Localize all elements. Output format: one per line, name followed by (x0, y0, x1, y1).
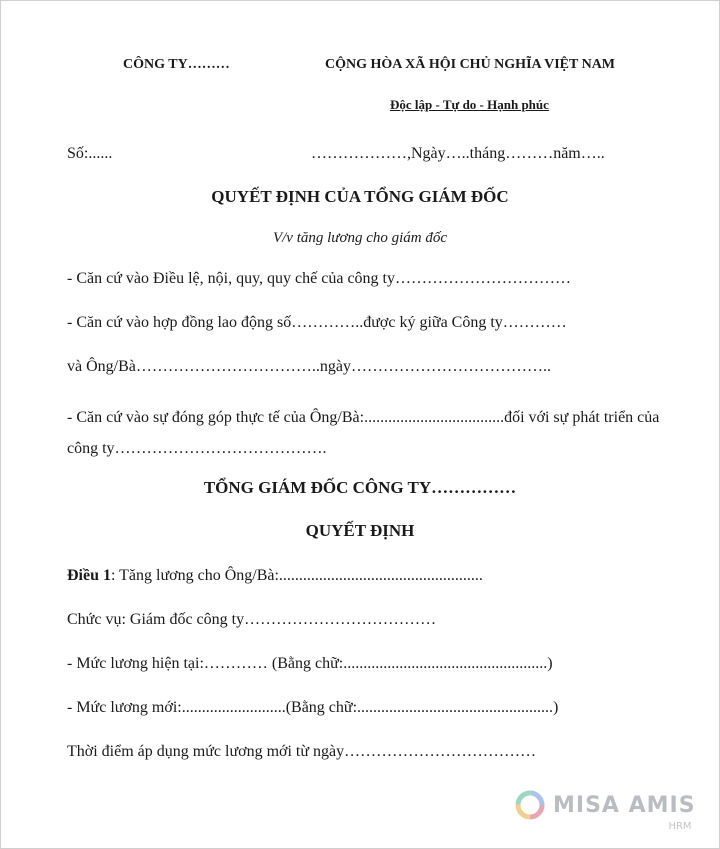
article-1 (67, 567, 483, 585)
basis-line-2-continued: và Ông/Bà……………………………..ngày……………………………….. (67, 358, 551, 375)
basis-line-2: - Căn cứ vào hợp đồng lao động số…………..được ký giữa Công ty………… (67, 314, 567, 331)
national-motto: Độc lập - Tự do - Hạnh phúc (390, 97, 549, 112)
logo-sub: HRM (668, 820, 692, 832)
document-number: Số:...... (67, 145, 113, 162)
misa-ring-icon (513, 788, 547, 822)
position-line: Chức vụ: Giám đốc công ty……………………………… (67, 611, 437, 628)
article-1-label: Điều 1 (67, 567, 111, 584)
basis-line-1: - Căn cứ vào Điều lệ, nội, quy, quy chế của công ty…………………………… (67, 270, 571, 287)
decision-title: QUYẾT ĐỊNH CỦA TỔNG GIÁM ĐỐC (211, 187, 509, 206)
current-salary-line: - Mức lương hiện tại:………… (Bằng chữ:...................................................) (67, 655, 553, 672)
decision-heading: QUYẾT ĐỊNH (305, 521, 415, 540)
article-1-text: : Tăng lương cho Ông/Bà:................................................... (111, 567, 483, 584)
misa-amis-logo (513, 788, 696, 832)
logo-name: MISA AMIS (553, 792, 696, 818)
general-director-heading: TỔNG GIÁM ĐỐC CÔNG TY…………… (203, 478, 517, 497)
document-date: ………………,Ngày…..tháng………năm….. (311, 145, 605, 162)
new-salary-line: - Mức lương mới:..........................(Bằng chữ:.................................................) (67, 699, 559, 716)
nation-header: CỘNG HÒA XÃ HỘI CHỦ NGHĨA VIỆT NAM (325, 57, 616, 72)
decision-subject: V/v tăng lương cho giám đốc (272, 230, 448, 246)
effective-date-line: Thời điểm áp dụng mức lương mới từ ngày……………………………… (67, 743, 537, 760)
basis-line-3: - Căn cứ vào sự đóng góp thực tế của Ông/Bà:...................................đối với sự phát triển của công ty…………………………………. (67, 409, 660, 457)
company-header: CÔNG TY……… (123, 57, 230, 72)
